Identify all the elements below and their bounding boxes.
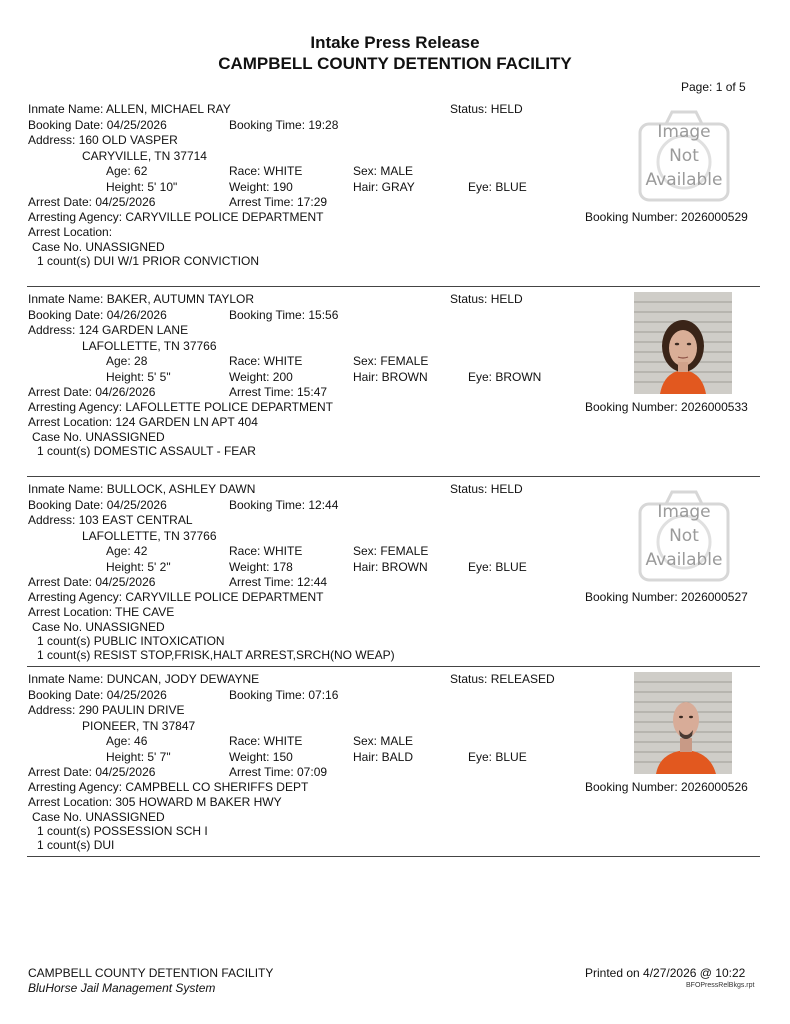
- weight: Weight: 150: [229, 750, 293, 764]
- case-number: Case No. UNASSIGNED: [32, 810, 165, 824]
- eye: Eye: BLUE: [468, 750, 527, 764]
- arrest-location: Arrest Location: 124 GARDEN LN APT 404: [28, 415, 258, 429]
- arrest-time: Arrest Time: 17:29: [229, 195, 328, 209]
- footer-system: BluHorse Jail Management System: [28, 981, 216, 995]
- record-divider: [27, 476, 760, 477]
- page-number: Page: 1 of 5: [681, 80, 746, 94]
- booking-time: Booking Time: 07:16: [229, 688, 339, 702]
- arrest-date: Arrest Date: 04/25/2026: [28, 575, 156, 589]
- image-not-available-placeholder: [636, 106, 732, 204]
- booking-time: Booking Time: 15:56: [229, 308, 339, 322]
- charge: 1 count(s) DOMESTIC ASSAULT - FEAR: [37, 444, 256, 458]
- booking-date: Booking Date: 04/25/2026: [28, 498, 167, 512]
- booking-date: Booking Date: 04/25/2026: [28, 688, 167, 702]
- inmate-record: [0, 102, 790, 286]
- case-number: Case No. UNASSIGNED: [32, 620, 165, 634]
- report-filename: BFOPressRelBkgs.rpt: [686, 982, 755, 989]
- charge: 1 count(s) RESIST STOP,FRISK,HALT ARREST,SRCH(NO WEAP): [37, 648, 395, 662]
- arresting-agency: Arresting Agency: CARYVILLE POLICE DEPARTMENT: [28, 210, 324, 224]
- inmate-name: Inmate Name: ALLEN, MICHAEL RAY: [28, 102, 231, 116]
- arrest-date: Arrest Date: 04/26/2026: [28, 385, 156, 399]
- arrest-location: Arrest Location: 305 HOWARD M BAKER HWY: [28, 795, 282, 809]
- charge: 1 count(s) PUBLIC INTOXICATION: [37, 634, 225, 648]
- age: Age: 28: [106, 354, 148, 368]
- arresting-agency: Arresting Agency: CAMPBELL CO SHERIFFS DEPT: [28, 780, 309, 794]
- inmate-record: [0, 482, 790, 666]
- facility-title: CAMPBELL COUNTY DETENTION FACILITY: [218, 54, 572, 73]
- weight: Weight: 178: [229, 560, 293, 574]
- booking-date: Booking Date: 04/25/2026: [28, 118, 167, 132]
- image-not-available-placeholder: [636, 486, 732, 584]
- booking-time: Booking Time: 19:28: [229, 118, 339, 132]
- image-label-line: Available: [645, 170, 723, 190]
- image-label-line: Available: [645, 550, 723, 570]
- page-title: Intake Press Release: [310, 33, 480, 52]
- hair: Hair: GRAY: [353, 180, 415, 194]
- address: Address: 160 OLD VASPER: [28, 133, 178, 147]
- booking-time: Booking Time: 12:44: [229, 498, 339, 512]
- eye: Eye: BLUE: [468, 560, 527, 574]
- eye: Eye: BLUE: [468, 180, 527, 194]
- charge: 1 count(s) POSSESSION SCH I: [37, 824, 208, 838]
- mugshot-female: [634, 292, 732, 394]
- printed-timestamp: Printed on 4/27/2026 @ 10:22: [585, 966, 746, 980]
- eye: Eye: BROWN: [468, 370, 542, 384]
- arrest-time: Arrest Time: 15:47: [229, 385, 328, 399]
- race: Race: WHITE: [229, 544, 303, 558]
- record-divider: [27, 666, 760, 667]
- arrest-date: Arrest Date: 04/25/2026: [28, 195, 156, 209]
- weight: Weight: 200: [229, 370, 293, 384]
- race: Race: WHITE: [229, 354, 303, 368]
- charge: 1 count(s) DUI W/1 PRIOR CONVICTION: [37, 254, 260, 268]
- hair: Hair: BALD: [353, 750, 414, 764]
- height: Height: 5' 7": [106, 750, 171, 764]
- arrest-location: Arrest Location: THE CAVE: [28, 605, 175, 619]
- status: Status: HELD: [450, 102, 523, 116]
- age: Age: 46: [106, 734, 148, 748]
- arrest-time: Arrest Time: 07:09: [229, 765, 328, 779]
- booking-number: Booking Number: 2026000533: [585, 400, 748, 414]
- sex: Sex: MALE: [353, 164, 414, 178]
- race: Race: WHITE: [229, 164, 303, 178]
- booking-number: Booking Number: 2026000529: [585, 210, 748, 224]
- inmate-name: Inmate Name: BULLOCK, ASHLEY DAWN: [28, 482, 256, 496]
- sex: Sex: FEMALE: [353, 354, 429, 368]
- hair: Hair: BROWN: [353, 370, 428, 384]
- address: Address: 290 PAULIN DRIVE: [28, 703, 185, 717]
- image-label-line: Not: [669, 146, 699, 166]
- status: Status: RELEASED: [450, 672, 555, 686]
- booking-number: Booking Number: 2026000526: [585, 780, 748, 794]
- mugshot-photo: [634, 672, 732, 774]
- height: Height: 5' 10": [106, 180, 178, 194]
- status: Status: HELD: [450, 292, 523, 306]
- record-divider: [27, 856, 760, 857]
- city: PIONEER, TN 37847: [82, 719, 196, 733]
- inmate-record: [0, 292, 790, 476]
- image-label-line: Image: [657, 502, 711, 522]
- sex: Sex: MALE: [353, 734, 414, 748]
- arrest-date: Arrest Date: 04/25/2026: [28, 765, 156, 779]
- address: Address: 103 EAST CENTRAL: [28, 513, 193, 527]
- mugshot-male: [634, 672, 732, 774]
- address: Address: 124 GARDEN LANE: [28, 323, 189, 337]
- footer-facility: CAMPBELL COUNTY DETENTION FACILITY: [28, 966, 274, 980]
- arrest-time: Arrest Time: 12:44: [229, 575, 328, 589]
- inmate-name: Inmate Name: BAKER, AUTUMN TAYLOR: [28, 292, 255, 306]
- arresting-agency: Arresting Agency: LAFOLLETTE POLICE DEPARTMENT: [28, 400, 333, 414]
- case-number: Case No. UNASSIGNED: [32, 430, 165, 444]
- image-label-line: Image: [657, 122, 711, 142]
- age: Age: 42: [106, 544, 148, 558]
- record-divider: [27, 286, 760, 287]
- city: LAFOLLETTE, TN 37766: [82, 529, 217, 543]
- weight: Weight: 190: [229, 180, 293, 194]
- hair: Hair: BROWN: [353, 560, 428, 574]
- mugshot-photo: [634, 292, 732, 394]
- sex: Sex: FEMALE: [353, 544, 429, 558]
- city: LAFOLLETTE, TN 37766: [82, 339, 217, 353]
- booking-date: Booking Date: 04/26/2026: [28, 308, 167, 322]
- image-label-line: Not: [669, 526, 699, 546]
- city: CARYVILLE, TN 37714: [82, 149, 207, 163]
- status: Status: HELD: [450, 482, 523, 496]
- age: Age: 62: [106, 164, 148, 178]
- charge: 1 count(s) DUI: [37, 838, 115, 852]
- inmate-record: [0, 672, 790, 856]
- arrest-location: Arrest Location:: [28, 225, 113, 239]
- case-number: Case No. UNASSIGNED: [32, 240, 165, 254]
- inmate-name: Inmate Name: DUNCAN, JODY DEWAYNE: [28, 672, 260, 686]
- booking-number: Booking Number: 2026000527: [585, 590, 748, 604]
- height: Height: 5' 2": [106, 560, 171, 574]
- height: Height: 5' 5": [106, 370, 171, 384]
- race: Race: WHITE: [229, 734, 303, 748]
- arresting-agency: Arresting Agency: CARYVILLE POLICE DEPARTMENT: [28, 590, 324, 604]
